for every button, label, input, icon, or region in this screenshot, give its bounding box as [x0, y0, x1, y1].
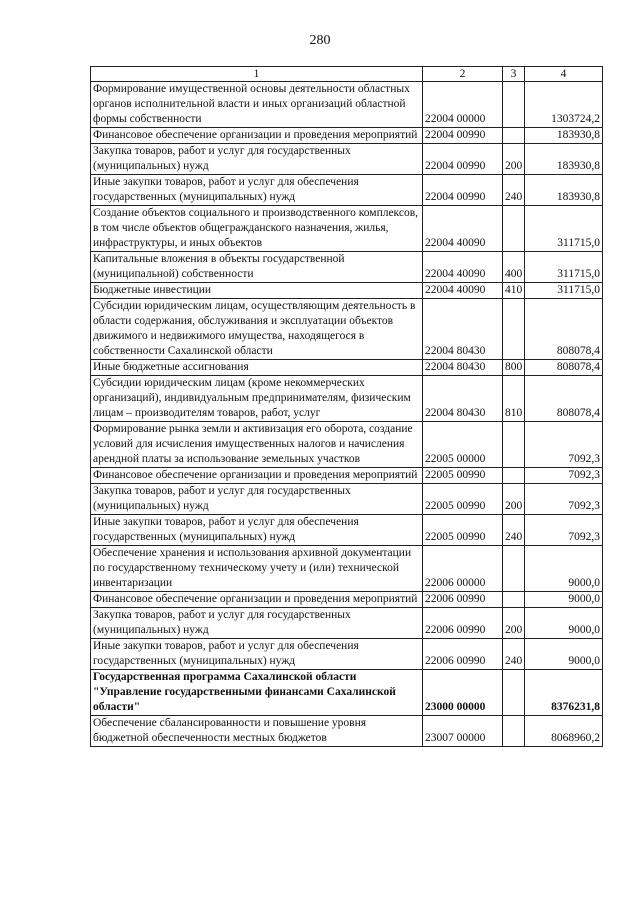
- budget-table: [90, 66, 603, 747]
- cell-name: Иные закупки товаров, работ и услуг для обеспечения государственных (муниципальных) нужд: [91, 175, 423, 206]
- cell-code: 22005 00990: [423, 468, 503, 484]
- cell-code: 22004 40090: [423, 252, 503, 283]
- cell-type: 800: [503, 360, 525, 376]
- cell-code: 22004 00990: [423, 175, 503, 206]
- cell-type: 240: [503, 515, 525, 546]
- cell-sum: 7092,3: [525, 468, 603, 484]
- table-row: [91, 639, 603, 670]
- cell-code: 22006 00990: [423, 608, 503, 639]
- cell-code: 23000 00000: [423, 670, 503, 716]
- cell-sum: 183930,8: [525, 175, 603, 206]
- table-header-row: [91, 67, 603, 82]
- cell-sum: 1303724,2: [525, 82, 603, 128]
- header-cell-code: 2: [423, 67, 503, 82]
- cell-name: Бюджетные инвестиции: [91, 283, 423, 299]
- cell-type: [503, 82, 525, 128]
- cell-sum: 7092,3: [525, 422, 603, 468]
- cell-code: 22005 00000: [423, 422, 503, 468]
- cell-name: Обеспечение сбалансированности и повышение уровня бюджетной обеспеченности местных бюджетов: [91, 716, 423, 747]
- cell-type: 810: [503, 376, 525, 422]
- cell-type: [503, 670, 525, 716]
- table-row: [91, 82, 603, 128]
- cell-code: 22004 40090: [423, 283, 503, 299]
- cell-name: Формирование рынка земли и активизация его оборота, создание условий для исчисления имущественных налогов и начисления арендной платы за использование земельных участков: [91, 422, 423, 468]
- table-row: [91, 175, 603, 206]
- cell-name: Иные бюджетные ассигнования: [91, 360, 423, 376]
- table-row: [91, 299, 603, 360]
- table-body: [91, 67, 603, 747]
- cell-type: [503, 299, 525, 360]
- cell-type: [503, 592, 525, 608]
- cell-name: Субсидии юридическим лицам, осуществляющим деятельность в области содержания, обслуживания и эксплуатации объектов движимого и недвижимого имущества, находящегося в собственности Сахалинской области: [91, 299, 423, 360]
- cell-sum: 9000,0: [525, 592, 603, 608]
- cell-name: Субсидии юридическим лицам (кроме некоммерческих организаций), индивидуальным предпринимателям, физическим лицам – производителям товаров, работ, услуг: [91, 376, 423, 422]
- cell-type: 200: [503, 144, 525, 175]
- table-row: [91, 283, 603, 299]
- cell-type: 410: [503, 283, 525, 299]
- table-row: [91, 468, 603, 484]
- cell-sum: 808078,4: [525, 376, 603, 422]
- cell-name: Закупка товаров, работ и услуг для государственных (муниципальных) нужд: [91, 608, 423, 639]
- cell-type: 200: [503, 608, 525, 639]
- cell-code: 22004 80430: [423, 360, 503, 376]
- cell-name: Закупка товаров, работ и услуг для государственных (муниципальных) нужд: [91, 144, 423, 175]
- cell-type: [503, 422, 525, 468]
- cell-name: Формирование имущественной основы деятельности областных органов исполнительной власти и иных организаций областной формы собственности: [91, 82, 423, 128]
- table-row: [91, 716, 603, 747]
- cell-code: 22004 40090: [423, 206, 503, 252]
- cell-code: 22006 00990: [423, 592, 503, 608]
- header-cell-name: 1: [91, 67, 423, 82]
- table-row: [91, 592, 603, 608]
- table-row: [91, 206, 603, 252]
- cell-sum: 9000,0: [525, 608, 603, 639]
- cell-sum: 8376231,8: [525, 670, 603, 716]
- table-row: [91, 128, 603, 144]
- cell-type: 200: [503, 484, 525, 515]
- cell-sum: 808078,4: [525, 299, 603, 360]
- cell-code: 22004 80430: [423, 376, 503, 422]
- cell-code: 22005 00990: [423, 515, 503, 546]
- cell-type: [503, 206, 525, 252]
- table-row: [91, 422, 603, 468]
- table-row: [91, 252, 603, 283]
- cell-sum: 311715,0: [525, 283, 603, 299]
- table-row: [91, 484, 603, 515]
- table-row: [91, 515, 603, 546]
- cell-sum: 7092,3: [525, 515, 603, 546]
- cell-code: 22006 00990: [423, 639, 503, 670]
- cell-name: Государственная программа Сахалинской области "Управление государственными финансами Сахалинской области": [91, 670, 423, 716]
- table-row: [91, 144, 603, 175]
- cell-sum: 8068960,2: [525, 716, 603, 747]
- cell-name: Капитальные вложения в объекты государственной (муниципальной) собственности: [91, 252, 423, 283]
- cell-type: [503, 128, 525, 144]
- cell-sum: 808078,4: [525, 360, 603, 376]
- cell-name: Закупка товаров, работ и услуг для государственных (муниципальных) нужд: [91, 484, 423, 515]
- cell-code: 22004 80430: [423, 299, 503, 360]
- cell-sum: 311715,0: [525, 206, 603, 252]
- header-cell-type: 3: [503, 67, 525, 82]
- table-row: [91, 608, 603, 639]
- cell-code: 23007 00000: [423, 716, 503, 747]
- cell-sum: 9000,0: [525, 639, 603, 670]
- cell-name: Создание объектов социального и производственного комплексов, в том числе объектов общегражданского назначения, жилья, инфраструктуры, и иных объектов: [91, 206, 423, 252]
- cell-code: 22004 00990: [423, 144, 503, 175]
- cell-code: 22006 00000: [423, 546, 503, 592]
- table-row: [91, 376, 603, 422]
- cell-name: Обеспечение хранения и использования архивной документации по государственному техническому учету и (или) технической инвентаризации: [91, 546, 423, 592]
- cell-sum: 9000,0: [525, 546, 603, 592]
- table-row: [91, 670, 603, 716]
- cell-name: Иные закупки товаров, работ и услуг для обеспечения государственных (муниципальных) нужд: [91, 515, 423, 546]
- cell-sum: 7092,3: [525, 484, 603, 515]
- cell-code: 22004 00000: [423, 82, 503, 128]
- cell-type: [503, 468, 525, 484]
- cell-sum: 311715,0: [525, 252, 603, 283]
- cell-sum: 183930,8: [525, 144, 603, 175]
- page-number: 280: [309, 33, 331, 48]
- cell-type: [503, 716, 525, 747]
- cell-code: 22005 00990: [423, 484, 503, 515]
- cell-name: Финансовое обеспечение организации и проведения мероприятий: [91, 468, 423, 484]
- cell-type: 240: [503, 175, 525, 206]
- cell-name: Финансовое обеспечение организации и проведения мероприятий: [91, 128, 423, 144]
- header-cell-sum: 4: [525, 67, 603, 82]
- cell-code: 22004 00990: [423, 128, 503, 144]
- table-row: [91, 360, 603, 376]
- cell-type: 400: [503, 252, 525, 283]
- cell-name: Иные закупки товаров, работ и услуг для обеспечения государственных (муниципальных) нужд: [91, 639, 423, 670]
- cell-sum: 183930,8: [525, 128, 603, 144]
- cell-type: 240: [503, 639, 525, 670]
- cell-name: Финансовое обеспечение организации и проведения мероприятий: [91, 592, 423, 608]
- table-row: [91, 546, 603, 592]
- cell-type: [503, 546, 525, 592]
